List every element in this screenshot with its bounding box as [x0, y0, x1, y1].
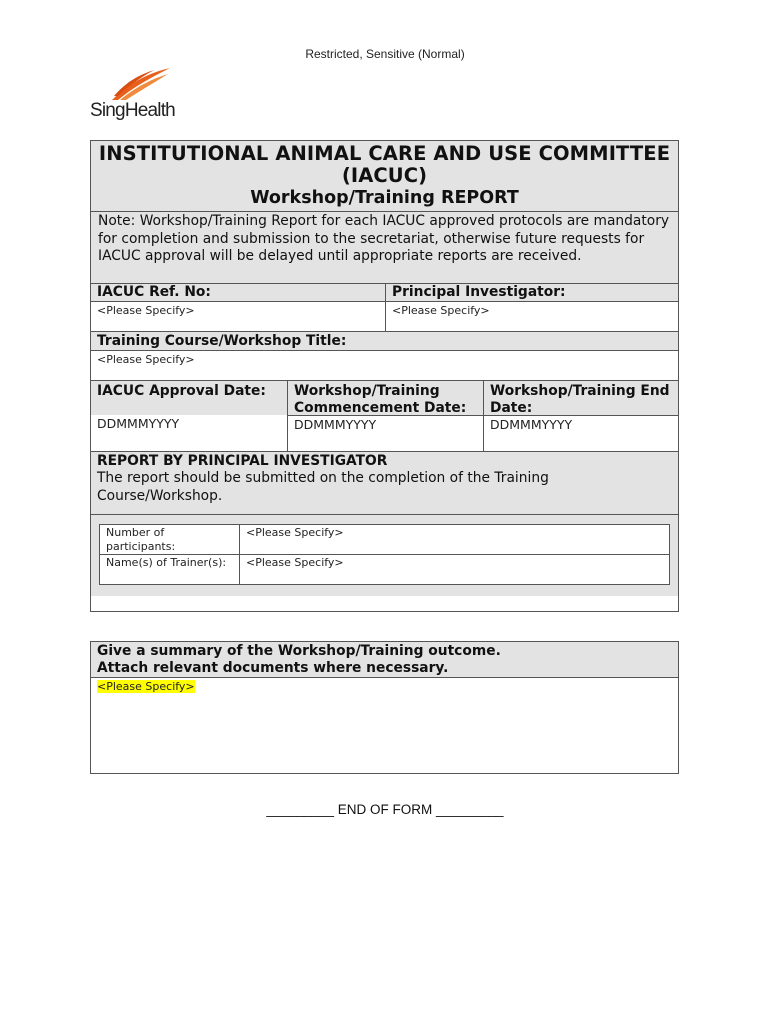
- course-row: [91, 331, 678, 380]
- note-text: Workshop/Training Report for each IACUC approved protocols are mandatory for completion and submission to the secretariat, otherwise future requests for IACUC approval will be delayed until appropriate reports are received.: [98, 213, 670, 264]
- note-label: Note:: [98, 213, 136, 229]
- end-date-label: Workshop/Training End Date:: [484, 381, 678, 415]
- dates-row: [91, 380, 678, 451]
- end-date-field[interactable]: DDMMMYYYY: [484, 415, 678, 451]
- approval-date-label: IACUC Approval Date:: [91, 381, 287, 415]
- summary-placeholder: <Please Specify>: [97, 680, 195, 693]
- participants-table: [99, 524, 670, 585]
- approval-date-field[interactable]: DDMMMYYYY: [97, 416, 180, 431]
- pi-field[interactable]: <Please Specify>: [386, 301, 678, 331]
- form-subtitle: Workshop/Training REPORT: [250, 188, 519, 208]
- pi-label: Principal Investigator:: [386, 284, 678, 301]
- commencement-date-label: Workshop/Training Commencement Date:: [288, 381, 483, 415]
- report-section: [91, 451, 678, 596]
- form-title-acronym: (IACUC): [341, 164, 428, 187]
- singhealth-logo: [90, 66, 180, 122]
- report-instruction: The report should be submitted on the completion of the Training Course/Workshop.: [91, 470, 678, 515]
- summary-heading-line1: Give a summary of the Workshop/Training outcome.: [97, 643, 501, 659]
- trainers-row: [100, 555, 669, 584]
- ref-pi-row: [91, 283, 678, 331]
- classification-label: Restricted, Sensitive (Normal): [305, 47, 465, 61]
- participants-field[interactable]: <Please Specify>: [246, 526, 344, 539]
- course-field[interactable]: <Please Specify>: [91, 350, 678, 380]
- swoosh-icon: [110, 66, 172, 102]
- logo-wordmark: SingHealth: [90, 100, 175, 121]
- summary-heading-line2: Attach relevant documents where necessary.: [97, 660, 449, 676]
- summary-section: [90, 641, 679, 774]
- ref-label: IACUC Ref. No:: [91, 284, 385, 301]
- report-heading: REPORT BY PRINCIPAL INVESTIGATOR: [97, 453, 388, 469]
- participants-row: [100, 525, 669, 555]
- form-title: INSTITUTIONAL ANIMAL CARE AND USE COMMITTEE: [98, 142, 671, 165]
- note-block: [91, 211, 678, 283]
- form-title-block: [91, 141, 678, 211]
- commencement-date-field[interactable]: DDMMMYYYY: [288, 415, 483, 451]
- report-form: [90, 140, 679, 612]
- summary-field[interactable]: [91, 678, 678, 773]
- summary-heading: [91, 642, 678, 678]
- trainers-label: Name(s) of Trainer(s):: [100, 555, 240, 584]
- ref-field[interactable]: <Please Specify>: [91, 301, 385, 331]
- course-label: Training Course/Workshop Title:: [91, 332, 678, 350]
- trainers-field[interactable]: <Please Specify>: [246, 556, 344, 569]
- participants-label: Number of participants:: [100, 525, 240, 554]
- end-of-form: _________ END OF FORM _________: [266, 802, 504, 817]
